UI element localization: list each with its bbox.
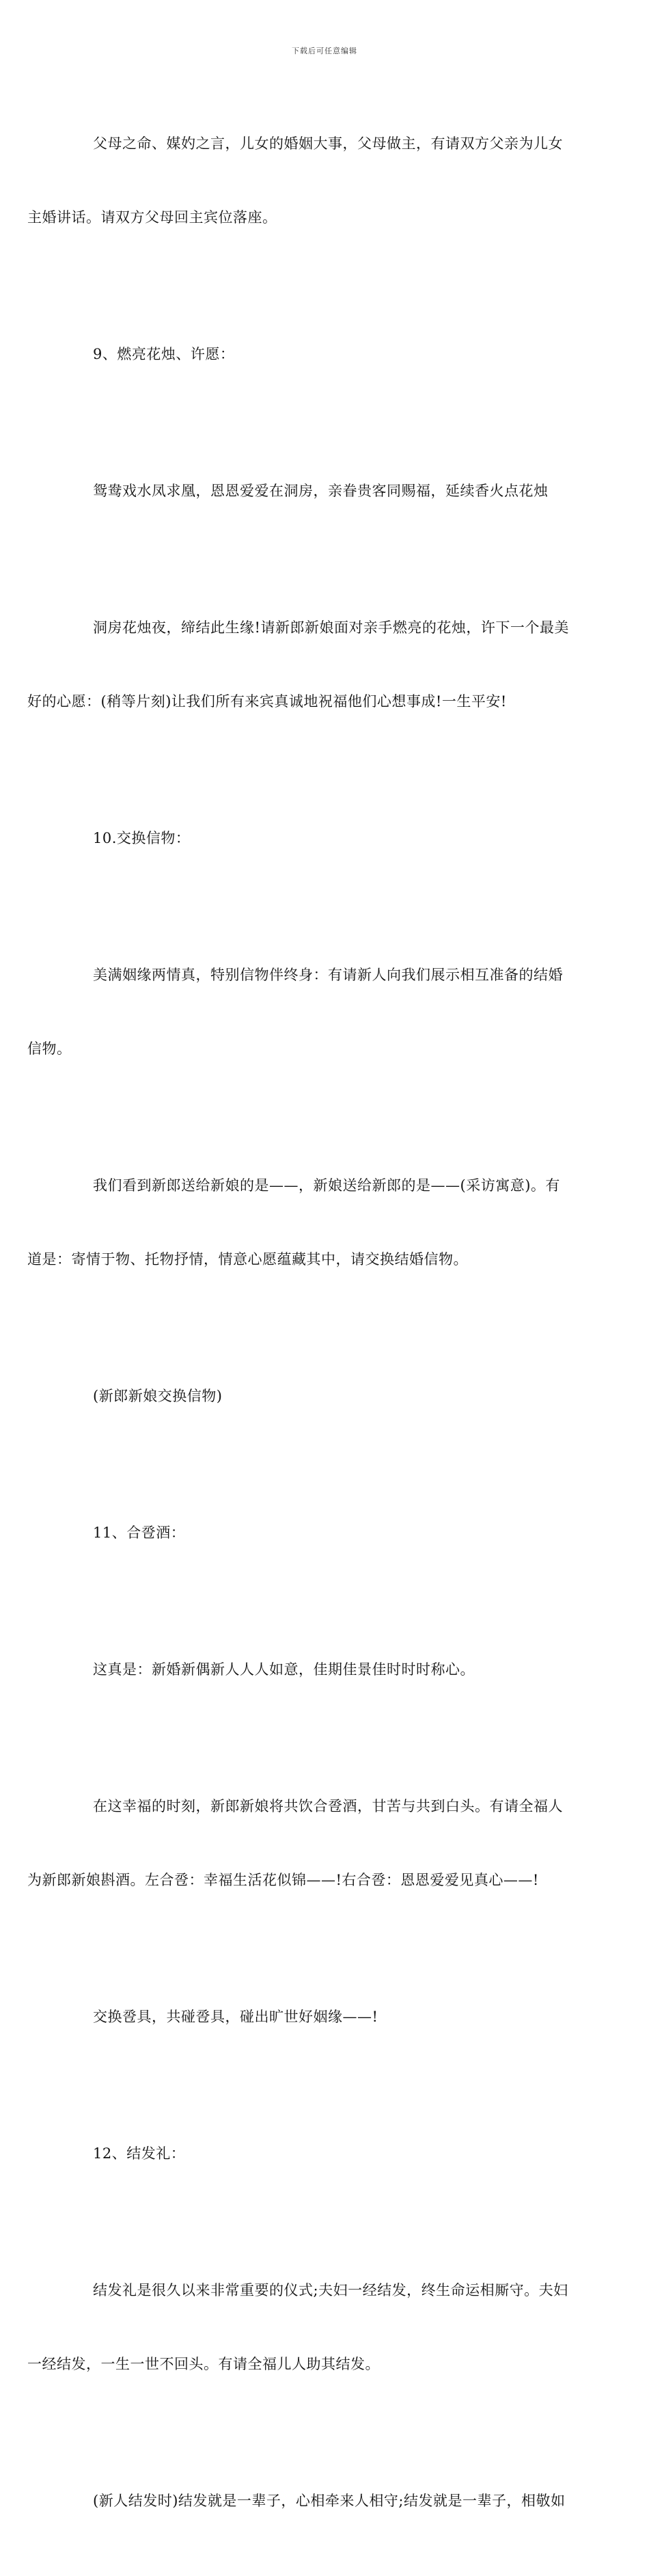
paragraph-line: 洞房花烛夜，缔结此生缘!请新郎新娘面对亲手燃亮的花烛，许下一个最美 bbox=[93, 619, 569, 636]
paragraph-line: 10.交换信物： bbox=[93, 830, 191, 846]
paragraph-line: 12、结发礼： bbox=[93, 2145, 186, 2162]
paragraph-line: 这真是：新婚新偶新人人人如意，佳期佳景佳时时时称心。 bbox=[93, 1661, 475, 1678]
paragraph bbox=[27, 1124, 593, 1321]
paragraph bbox=[27, 82, 593, 279]
paragraph-line: 在这幸福的时刻，新郎新娘将共饮合卺酒，甘苦与共到白头。有请全福人 bbox=[93, 1798, 563, 1814]
section-heading bbox=[60, 293, 593, 416]
paragraph-line: (新人结发时)结发就是一辈子，心相牵来人相守;结发就是一辈子，相敬如 bbox=[93, 2493, 566, 2509]
paragraph bbox=[60, 429, 593, 552]
section-heading bbox=[60, 777, 593, 900]
paragraph-line: 一经结发，一生一世不回头。有请全福儿人助其结发。 bbox=[27, 2356, 380, 2372]
section-heading bbox=[60, 2092, 593, 2215]
paragraph-line: 为新郎新娘斟酒。左合卺：幸福生活花似锦——!右合卺：恩恩爱爱见真心——! bbox=[27, 1872, 539, 1888]
paragraph-line: 11、合卺酒： bbox=[93, 1525, 186, 1541]
paragraph bbox=[60, 1334, 593, 1458]
paragraph bbox=[60, 1608, 593, 1731]
paragraph bbox=[60, 1955, 593, 2078]
paragraph bbox=[27, 1745, 593, 1942]
paragraph-line: 9、燃亮花烛、许愿： bbox=[93, 346, 235, 362]
paragraph-line: 主婚讲话。请双方父母回主宾位落座。 bbox=[27, 209, 277, 226]
paragraph-line: 美满姻缘两情真，特别信物伴终身：有请新人向我们展示相互准备的结婚 bbox=[93, 967, 563, 983]
paragraph-line: 道是：寄情于物、托物抒情，情意心愿蕴藏其中，请交换结婚信物。 bbox=[27, 1251, 468, 1267]
paragraph-line: 好的心愿：(稍等片刻)让我们所有来宾真诚地祝福他们心想事成!一生平安! bbox=[27, 693, 507, 710]
paragraph-line: 鸳鸯戏水凤求凰，恩恩爱爱在洞房，亲眷贵客同赐福，延续香火点花烛 bbox=[93, 483, 549, 499]
paragraph-line: (新郎新娘交换信物) bbox=[93, 1388, 223, 1404]
paragraph bbox=[60, 2439, 593, 2562]
paragraph-line: 父母之命、媒妁之言，儿女的婚姻大事，父母做主，有请双方父亲为儿女 bbox=[93, 135, 563, 152]
paragraph-line: 我们看到新郎送给新娘的是——，新娘送给新郎的是——(采访寓意)。有 bbox=[93, 1177, 560, 1194]
document-body bbox=[27, 82, 593, 2576]
paragraph bbox=[27, 913, 593, 1110]
paragraph bbox=[27, 2229, 593, 2426]
page-header-note: 下载后可任意编辑 bbox=[292, 46, 357, 55]
paragraph-line: 结发礼是很久以来非常重要的仪式;夫妇一经结发，终生命运相厮守。夫妇 bbox=[93, 2282, 568, 2298]
section-heading bbox=[60, 1471, 593, 1594]
paragraph bbox=[27, 566, 593, 763]
paragraph-line: 交换卺具，共碰卺具，碰出旷世好姻缘——! bbox=[93, 2009, 378, 2025]
paragraph-line: 信物。 bbox=[27, 1041, 72, 1057]
